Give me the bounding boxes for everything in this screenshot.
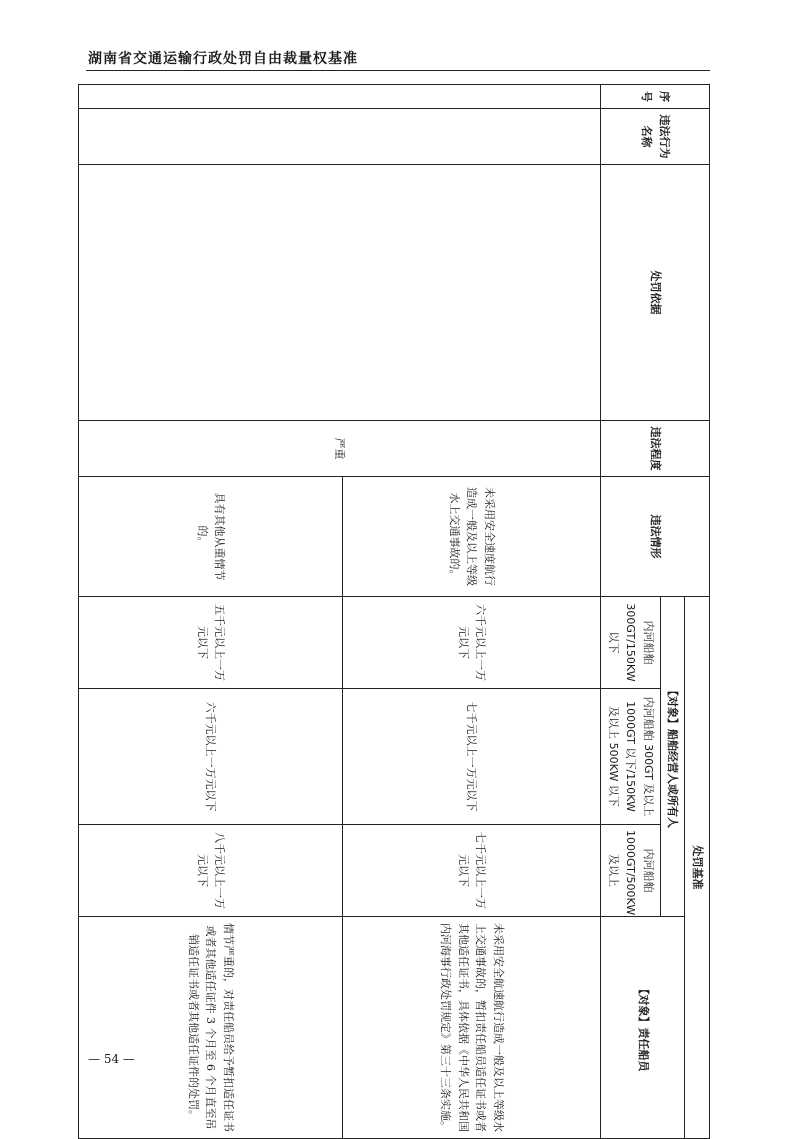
- row1-circumstance: 未采用安全速度航行造成一般及以上等级水上交通事故的。: [343, 477, 601, 597]
- header-basis: 处罚依据: [601, 165, 710, 421]
- header-violation-name: 违法行为名称: [601, 109, 710, 165]
- header-circumstance: 违法情形: [601, 477, 710, 597]
- header-penalty-basis: 处罚基准: [685, 597, 710, 1139]
- cell-violation-name: [79, 109, 601, 165]
- penalty-standard-table: [78, 84, 710, 1139]
- cell-basis: [79, 165, 601, 421]
- row1-medium-penalty: 七千元以上一万元以下: [343, 689, 601, 825]
- subheader-medium-vessel: 内河船舶 300GT 及以上 1000GT 以下/150KW 及以上 500KW 以下: [601, 689, 661, 825]
- page-number: — 54 —: [88, 1052, 135, 1066]
- row2-large-penalty: 八千元以上一万元以下: [79, 825, 343, 917]
- row1-large-penalty: 七千元以上一万元以下: [343, 825, 601, 917]
- header-degree: 违法程度: [601, 421, 710, 477]
- cell-degree: 严重: [79, 421, 601, 477]
- subheader-small-vessel: 内河船舶 300GT/150KW 以下: [601, 597, 661, 689]
- header-crew-group: 【对象】责任船员: [601, 917, 685, 1139]
- row1-small-penalty: 六千元以上一万元以下: [343, 597, 601, 689]
- header-seq: 序号: [601, 85, 710, 109]
- cell-seq: [79, 85, 601, 109]
- document-title: 湖南省交通运输行政处罚自由裁量权基准: [88, 51, 358, 67]
- row1-crew-penalty: 未采用安全航速航行造成一般及以上等级水上交通事故的，暂扣责任船员适任证书或者其他适任证书，具体依据《中华人民共和国内河海事行政处罚规定》第三十三条实施。: [343, 917, 601, 1139]
- header-rule: [86, 70, 710, 71]
- subheader-large-vessel: 内河船舶 1000GT/500KW 及以上: [601, 825, 661, 917]
- row2-medium-penalty: 六千元以上一万元以下: [79, 689, 343, 825]
- row2-crew-penalty: 情节严重的，对责任船员给予暂扣适任证书或者其他适任证件 3 个月至 6 个月直至吊销适任证书或者其他适任证件的处罚。: [79, 917, 343, 1139]
- header-owner-group: 【对象】船舶经营人或所有人: [660, 597, 685, 917]
- row2-circumstance: 具有其他从重情节的。: [79, 477, 343, 597]
- row2-small-penalty: 五千元以上一万元以下: [79, 597, 343, 689]
